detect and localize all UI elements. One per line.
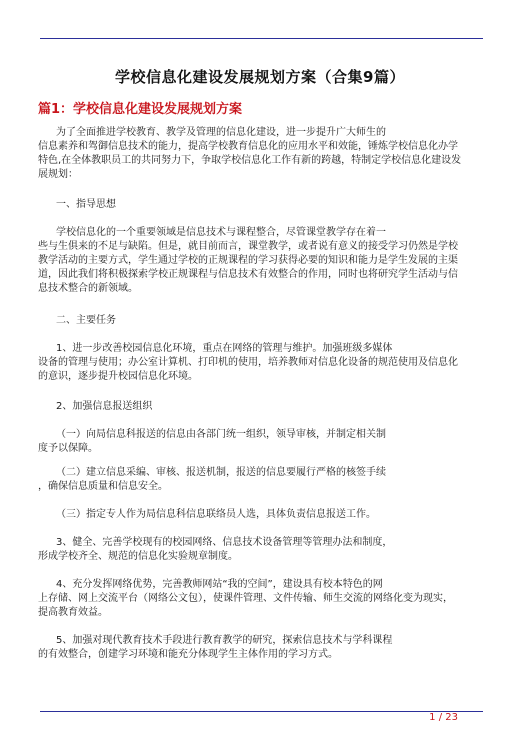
body-line: 信息素养和驾御信息技术的能力，提高学校教育信息化的应用水平和效能，锤炼学校信息化办学 <box>38 141 458 152</box>
page-number: 1 / 23 <box>429 712 458 723</box>
body-line: 的意识，逐步提升校园信息化环境。 <box>38 371 198 382</box>
body-line: （一）向局信息科报送的信息由各部门统一组织，领导审核，并制定相关制 <box>56 429 386 440</box>
body-heading: 2、加强信息报送组织 <box>56 401 153 412</box>
body-line: 1、进一步改善校园信息化环境，重点在网络的管理与维护。加强班级多媒体 <box>56 343 393 354</box>
body-line: 教学活动的主要方式，学生通过学校的正规课程的学习获得必要的知识和能力是学生发展的主渠 <box>38 255 458 266</box>
body-line: 的有效整合，创建学习环境和能充分体现学生主体作用的学习方式。 <box>38 649 338 660</box>
body-line: 上存储、网上交流平台（网络公文包），使课件管理、文件传输、师生交流的网络化变为现实， <box>38 593 453 604</box>
body-line: 为了全面推进学校教育、教学及管理的信息化建设，进一步提升广大师生的 <box>56 127 386 138</box>
bottom-rule <box>40 711 483 712</box>
body-line: 学校信息化的一个重要领域是信息技术与课程整合，尽管课堂教学存在着一 <box>56 227 386 238</box>
body-line: （三）指定专人作为局信息科信息联络员人选，具体负责信息报送工作。 <box>56 509 376 520</box>
body-line: 展规划： <box>38 169 78 180</box>
document-title: 学校信息化建设发展规划方案（合集9篇） <box>115 68 405 86</box>
body-line: 3、健全、完善学校现有的校园网络、信息技术设备管理等管理办法和制度， <box>56 537 393 548</box>
body-line: 息技术整合的新领域。 <box>38 283 138 294</box>
body-line: 形成学校齐全、规范的信息化实验规章制度。 <box>38 551 238 562</box>
body-line: （二）建立信息采编、审核、报送机制，报送的信息要履行严格的核签手续 <box>56 467 386 478</box>
body-line: 提高教育效益。 <box>38 607 108 618</box>
body-heading: 一、指导思想 <box>56 199 116 210</box>
body-line: 5、加强对现代教育技术手段进行教育教学的研究，探索信息技术与学科课程 <box>56 635 393 646</box>
body-line: 些与生俱来的不足与缺陷。但是，就目前而言，课堂教学，或者说有意义的接受学习仍然是学校 <box>38 241 458 252</box>
body-heading: 二、主要任务 <box>56 315 116 326</box>
top-rule <box>40 38 483 39</box>
body-line: 道，因此我们将积极探索学校正规课程与信息技术有效整合的作用，同时也将研究学生活动与信 <box>38 269 458 280</box>
section-heading: 篇1：学校信息化建设发展规划方案 <box>38 102 243 117</box>
body-line: 设备的管理与使用；办公室计算机、打印机的使用，培养教师对信息化设备的规范使用及信息化 <box>38 357 458 368</box>
body-line: 4、充分发挥网络优势，完善教师网站“我的空间”，建设具有校本特色的网 <box>56 579 383 590</box>
body-line: 度予以保障。 <box>38 443 98 454</box>
body-line: ，确保信息质量和信息安全。 <box>38 481 168 492</box>
body-line: 特色,在全体教职员工的共同努力下，争取学校信息化工作有新的跨越，特制定学校信息化建设发 <box>38 155 462 166</box>
